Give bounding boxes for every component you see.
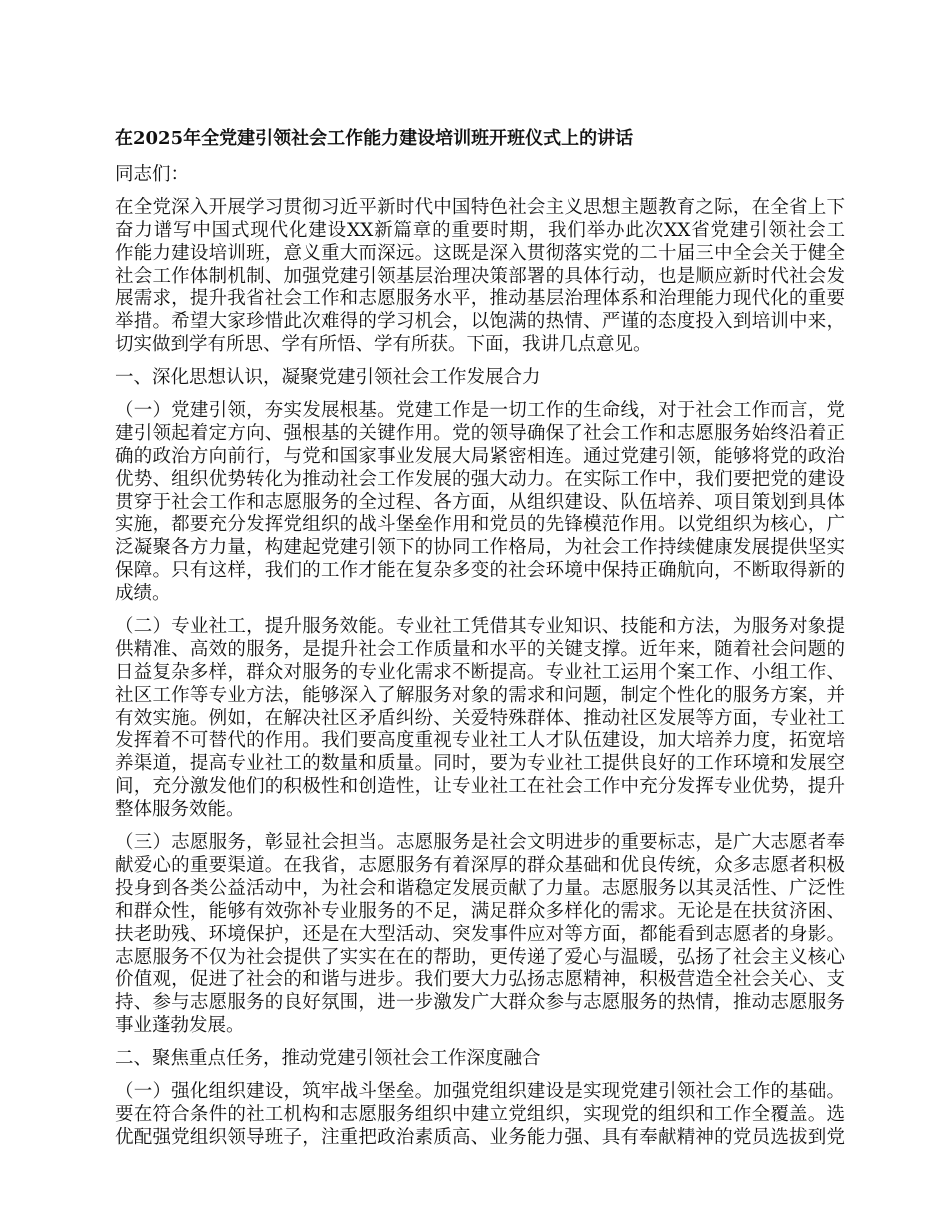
text-line: 一、深化思想认识，凝聚党建引领社会工作发展合力 <box>115 367 541 389</box>
text-line: 志愿服务不仅为社会提供了实实在在的帮助，更传递了爱心与温暖，弘扬了社会主义核心 <box>115 946 845 968</box>
text-line: 整体服务效能。 <box>115 799 245 821</box>
text-line: 确的政治方向前行，与党和国家事业发展大局紧密相连。通过党建引领，能够将党的政治 <box>115 445 845 467</box>
text-line: 保障。只有这样，我们的工作才能在复杂多变的社会环境中保持正确航向，不断取得新的 <box>115 560 845 582</box>
text-line: 成绩。 <box>115 583 171 605</box>
text-line: 社区工作等专业方法，能够深入了解服务对象的需求和问题，制定个性化的服务方案，并 <box>115 684 845 706</box>
text-line: 二、聚焦重点任务，推动党建引领社会工作深度融合 <box>115 1048 541 1070</box>
text-line: 在全党深入开展学习贯彻习近平新时代中国特色社会主义思想主题教育之际，在全省上下 <box>115 196 845 218</box>
text-line: 事业蓬勃发展。 <box>115 1015 245 1037</box>
text-line: 展需求，提升我省社会工作和志愿服务水平，推动基层治理体系和治理能力现代化的重要 <box>115 288 845 310</box>
text-line: 优配强党组织领导班子，注重把政治素质高、业务能力强、具有奉献精神的党员选拔到党 <box>115 1126 845 1148</box>
text-line: 有效实施。例如，在解决社区矛盾纠纷、关爱特殊群体、推动社区发展等方面，专业社工 <box>115 707 845 729</box>
paragraph <box>115 400 845 606</box>
text-line: 间，充分激发他们的积极性和创造性，让专业社工在社会工作中充分发挥专业优势，提升 <box>115 776 845 798</box>
text-line: 投身到各类公益活动中，为社会和谐稳定发展贡献了力量。志愿服务以其灵活性、广泛性 <box>115 877 845 899</box>
text-line: 建引领起着定方向、强根基的关键作用。党的领导确保了社会工作和志愿服务始终沿着正 <box>115 422 845 444</box>
text-line: 同志们： <box>115 164 190 185</box>
text-line: 供精准、高效的服务，是提升社会工作质量和水平的关键支撑。近年来，随着社会问题的 <box>115 638 845 660</box>
text-line: 持、参与志愿服务的良好氛围，进一步激发广大群众参与志愿服务的热情，推动志愿服务 <box>115 992 845 1014</box>
text-line: （一）党建引领，夯实发展根基。党建工作是一切工作的生命线，对于社会工作而言，党 <box>115 400 845 422</box>
document-body <box>115 164 845 1150</box>
text-line: 献爱心的重要渠道。在我省，志愿服务有着深厚的群众基础和优良传统，众多志愿者积极 <box>115 854 845 876</box>
text-line: 日益复杂多样，群众对服务的专业化需求不断提高。专业社工运用个案工作、小组工作、 <box>115 661 845 683</box>
text-line: 贯穿于社会工作和志愿服务的全过程、各方面，从组织建设、队伍培养、项目策划到具体 <box>115 491 845 513</box>
text-line: （三）志愿服务，彰显社会担当。志愿服务是社会文明进步的重要标志，是广大志愿者奉 <box>115 832 845 854</box>
paragraph <box>115 1081 845 1150</box>
paragraph <box>115 616 845 822</box>
text-line: 养渠道，提高专业社工的数量和质量。同时，要为专业社工提供良好的工作环境和发展空 <box>115 753 845 775</box>
text-line: 和群众性，能够有效弥补专业服务的不足，满足群众多样化的需求。无论是在扶贫济困、 <box>115 900 845 922</box>
section-heading <box>115 367 845 390</box>
document-page <box>115 126 845 1160</box>
text-line: （二）专业社工，提升服务效能。专业社工凭借其专业知识、技能和方法，为服务对象提 <box>115 616 845 638</box>
text-line: 举措。希望大家珍惜此次难得的学习机会，以饱满的热情、严谨的态度投入到培训中来， <box>115 311 845 333</box>
document-title: 在2025年全党建引领社会工作能力建设培训班开班仪式上的讲话 <box>115 128 634 149</box>
text-line: 实施，都要充分发挥党组织的战斗堡垒作用和党员的先锋模范作用。以党组织为核心，广 <box>115 514 845 536</box>
text-line: 作能力建设培训班，意义重大而深远。这既是深入贯彻落实党的二十届三中全会关于健全 <box>115 242 845 264</box>
text-line: 切实做到学有所思、学有所悟、学有所获。下面，我讲几点意见。 <box>115 334 652 356</box>
text-line: 奋力谱写中国式现代化建设XX新篇章的重要时期，我们举办此次XX省党建引领社会工 <box>115 219 845 241</box>
text-line: 发挥着不可替代的作用。我们要高度重视专业社工人才队伍建设，加大培养力度，拓宽培 <box>115 730 845 752</box>
text-line: 要在符合条件的社工机构和志愿服务组织中建立党组织，实现党的组织和工作全覆盖。选 <box>115 1103 845 1125</box>
paragraph <box>115 832 845 1038</box>
text-line: 泛凝聚各方力量，构建起党建引领下的协同工作格局，为社会工作持续健康发展提供坚实 <box>115 537 845 559</box>
paragraph <box>115 197 845 357</box>
text-line: 社会工作体制机制、加强党建引领基层治理决策部署的具体行动，也是顺应新时代社会发 <box>115 265 845 287</box>
text-line: 价值观，促进了社会的和谐与进步。我们要大力弘扬志愿精神，积极营造全社会关心、支 <box>115 969 845 991</box>
section-heading <box>115 1048 845 1071</box>
text-line: 扶老助残、环境保护，还是在大型活动、突发事件应对等方面，都能看到志愿者的身影。 <box>115 923 845 945</box>
paragraph <box>115 164 845 187</box>
text-line: 优势、组织优势转化为推动社会工作发展的强大动力。在实际工作中，我们要把党的建设 <box>115 468 845 490</box>
text-line: （一）强化组织建设，筑牢战斗堡垒。加强党组织建设是实现党建引领社会工作的基础。 <box>115 1080 845 1102</box>
